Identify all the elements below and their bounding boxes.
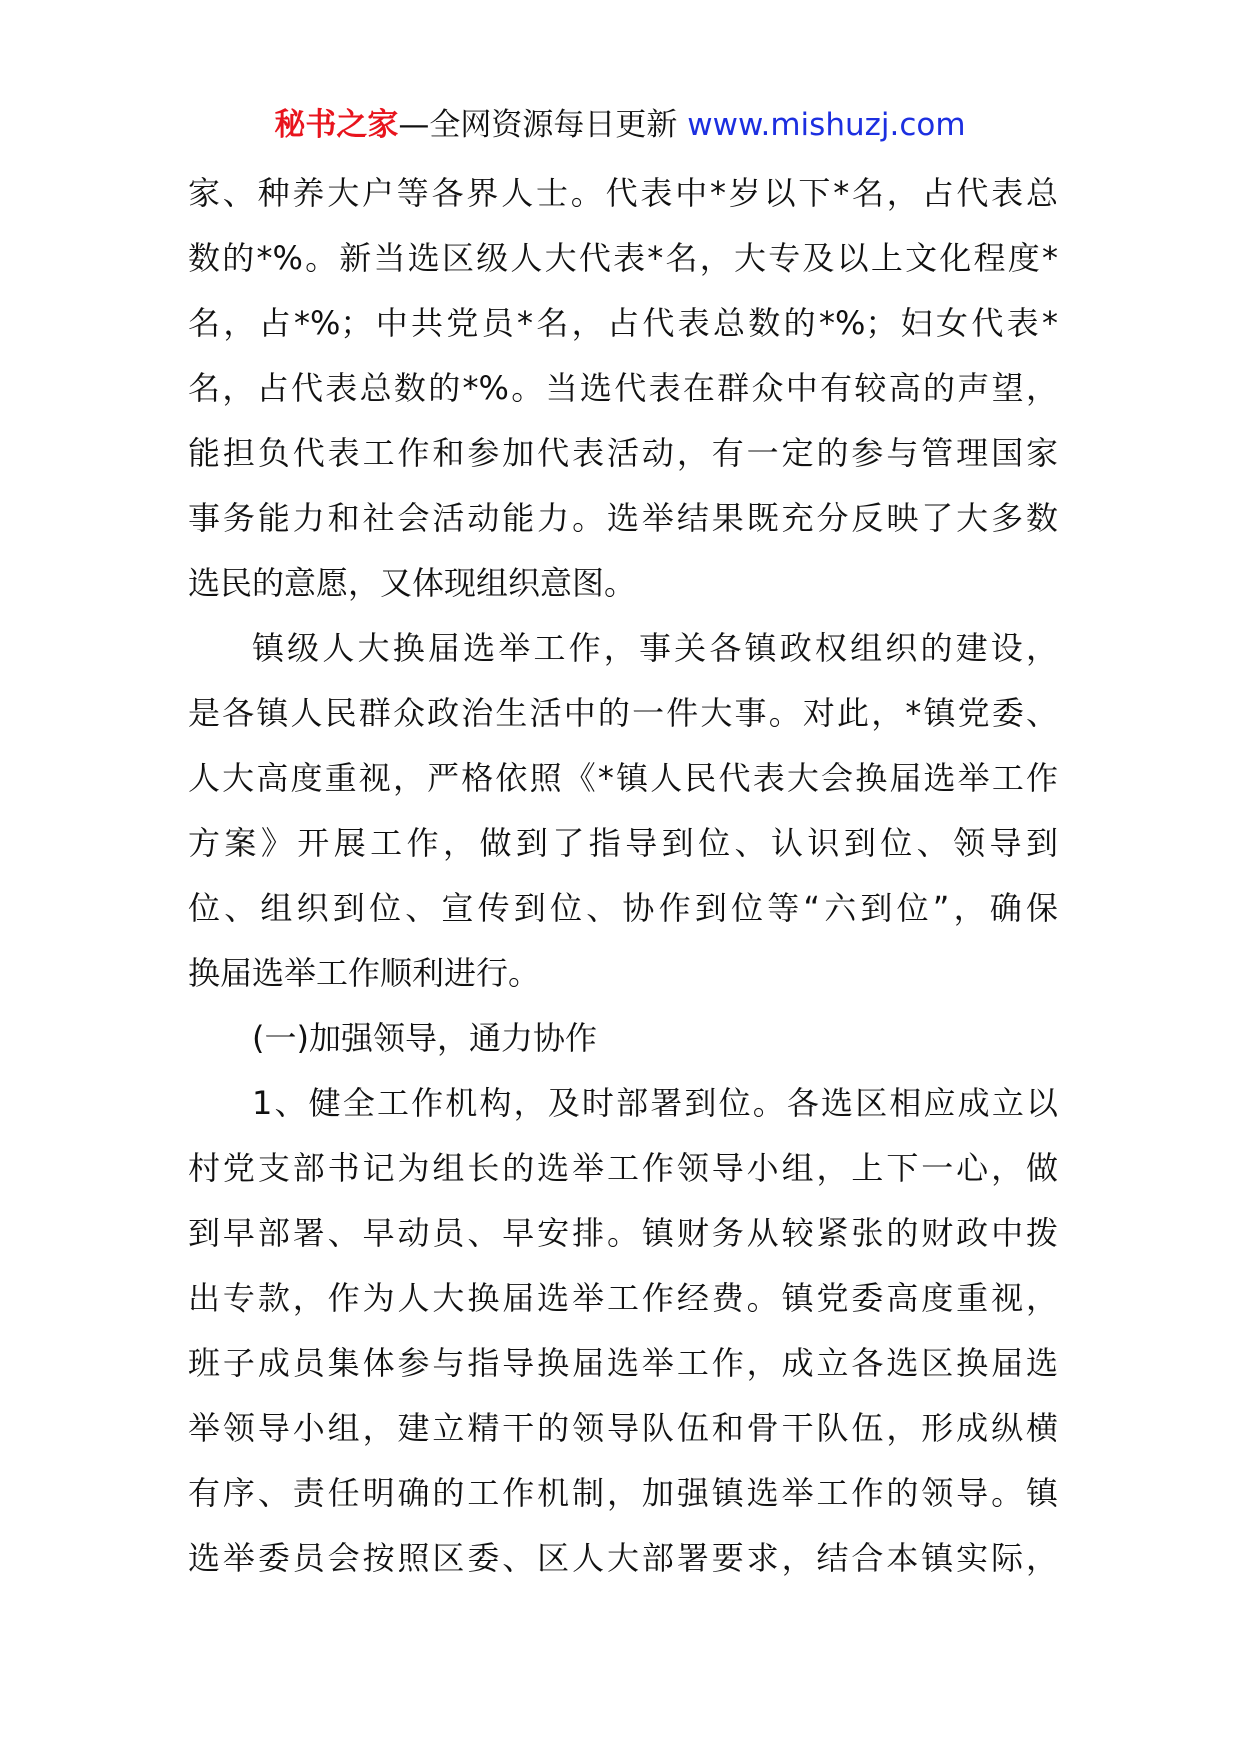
- text-line: 位、组织到位、宣传到位、协作到位等“六到位”，确保: [188, 889, 1058, 927]
- text-line: 方案》开展工作，做到了指导到位、认识到位、领导到: [188, 824, 1058, 862]
- text-line: 选举委员会按照区委、区人大部署要求，结合本镇实际，: [188, 1539, 1058, 1577]
- text-line: 是各镇人民群众政治生活中的一件大事。对此，*镇党委、: [188, 694, 1058, 732]
- text-line: 换届选举工作顺利进行。: [188, 954, 541, 992]
- text-line: 名，占代表总数的*%。当选代表在群众中有较高的声望，: [188, 369, 1058, 407]
- paragraph-start-line: 镇级人大换届选举工作，事关各镇政权组织的建设，: [252, 629, 1058, 667]
- text-line: 到早部署、早动员、早安排。镇财务从较紧张的财政中拨: [188, 1214, 1058, 1252]
- text-line: 能担负代表工作和参加代表活动，有一定的参与管理国家: [188, 434, 1058, 472]
- website-link[interactable]: www.mishuzj.com: [687, 107, 966, 143]
- text-line: 出专款，作为人大换届选举工作经费。镇党委高度重视，: [188, 1279, 1058, 1317]
- text-line: 选民的意愿，又体现组织意图。: [188, 564, 637, 602]
- text-line: 名，占*%；中共党员*名，占代表总数的*%；妇女代表*: [188, 304, 1058, 342]
- text-line: 人大高度重视，严格依照《*镇人民代表大会换届选举工作: [188, 759, 1058, 797]
- brand-name: 秘书之家: [274, 107, 399, 143]
- text-line: 家、种养大户等各界人士。代表中*岁以下*名，占代表总: [188, 174, 1058, 212]
- text-line: 数的*%。新当选区级人大代表*名，大专及以上文化程度*: [188, 239, 1058, 277]
- document-body: [188, 161, 1058, 1591]
- page-header: [0, 103, 1240, 147]
- text-line: 村党支部书记为组长的选举工作领导小组，上下一心，做: [188, 1149, 1058, 1187]
- text-line: 举领导小组，建立精干的领导队伍和骨干队伍，形成纵横: [188, 1409, 1058, 1447]
- text-line: 事务能力和社会活动能力。选举结果既充分反映了大多数: [188, 499, 1058, 537]
- section-heading: (一)加强领导，通力协作: [252, 1019, 597, 1057]
- paragraph-start-line: 1、健全工作机构，及时部署到位。各选区相应成立以: [252, 1084, 1058, 1122]
- header-tagline: —全网资源每日更新: [398, 107, 688, 143]
- text-line: 有序、责任明确的工作机制，加强镇选举工作的领导。镇: [188, 1474, 1058, 1512]
- text-line: 班子成员集体参与指导换届选举工作，成立各选区换届选: [188, 1344, 1058, 1382]
